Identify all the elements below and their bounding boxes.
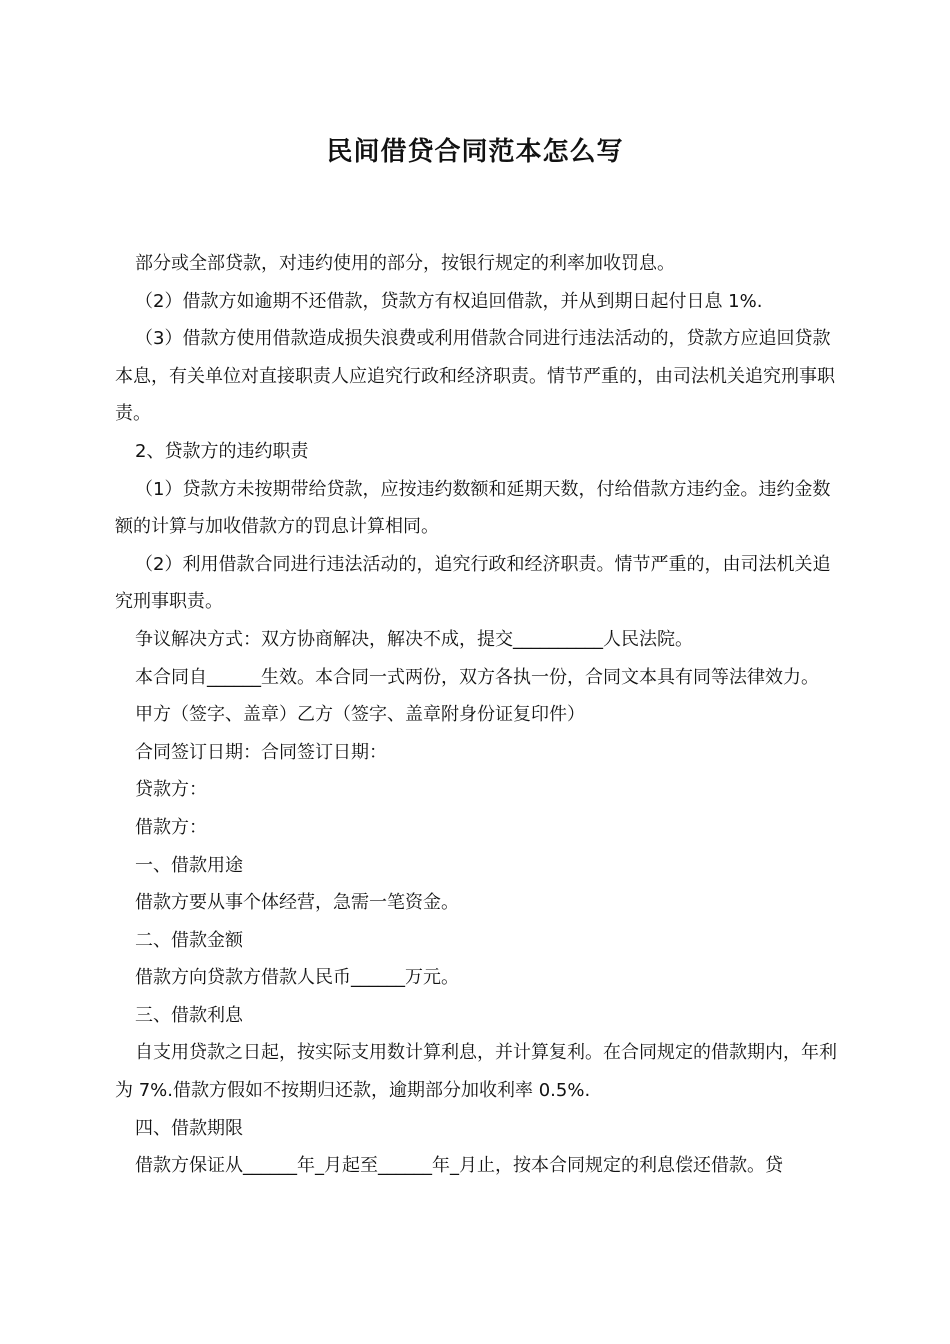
paragraph-signing-dates: 合同签订日期：合同签订日期： — [135, 741, 387, 763]
paragraph-late-loan-penalty: （1）贷款方未按期带给贷款，应按违约数额和延期天数，付给借款方违约金。违约金数额的计算与加收借款方的罚息计算相同。 — [115, 478, 831, 538]
paragraph-effective-date: 本合同自______生效。本合同一式两份，双方各执一份，合同文本具有同等法律效力。 — [135, 666, 819, 688]
paragraph-loan-purpose: 借款方要从事个体经营，急需一笔资金。 — [135, 892, 459, 914]
paragraph-loan-interest: 自支用贷款之日起，按实际支用数计算利息，并计算复利。在合同规定的借款期内，年利为 7%.借款方假如不按期归还款，逾期部分加收利率 0.5%. — [115, 1042, 837, 1102]
document-body — [115, 245, 843, 1185]
paragraph-signatures: 甲方（签字、盖章）乙方（签字、盖章附身份证复印件） — [135, 704, 585, 726]
heading-loan-interest: 三、借款利息 — [135, 1004, 243, 1026]
paragraph-loan-amount: 借款方向贷款方借款人民币______万元。 — [135, 967, 459, 989]
paragraph-dispute-resolution: 争议解决方式：双方协商解决，解决不成，提交__________人民法院。 — [135, 628, 693, 650]
heading-loan-term: 四、借款期限 — [135, 1117, 243, 1139]
paragraph-penalty-interest: 部分或全部贷款，对违约使用的部分，按银行规定的利率加收罚息。 — [135, 253, 675, 274]
document-title: 民间借贷合同范本怎么写 — [326, 137, 624, 167]
heading-lender-liability: 2、贷款方的违约职责 — [135, 440, 309, 462]
paragraph-lender: 贷款方： — [135, 779, 207, 801]
paragraph-loan-term: 借款方保证从______年_月起至______年_月止，按本合同规定的利息偿还借款。贷 — [135, 1155, 783, 1177]
heading-loan-amount: 二、借款金额 — [135, 929, 243, 951]
paragraph-borrower: 借款方： — [135, 816, 207, 838]
heading-loan-purpose: 一、借款用途 — [135, 854, 243, 876]
paragraph-overdue-recovery: （2）借款方如逾期不还借款，贷款方有权追回借款，并从到期日起付日息 1%. — [135, 290, 763, 312]
paragraph-illegal-activity: （2）利用借款合同进行违法活动的，追究行政和经济职责。情节严重的，由司法机关追究刑事职责。 — [115, 553, 831, 613]
paragraph-misuse-liability: （3）借款方使用借款造成损失浪费或利用借款合同进行违法活动的，贷款方应追回贷款本息，有关单位对直接职责人应追究行政和经济职责。情节严重的，由司法机关追究刑事职责。 — [115, 328, 835, 425]
